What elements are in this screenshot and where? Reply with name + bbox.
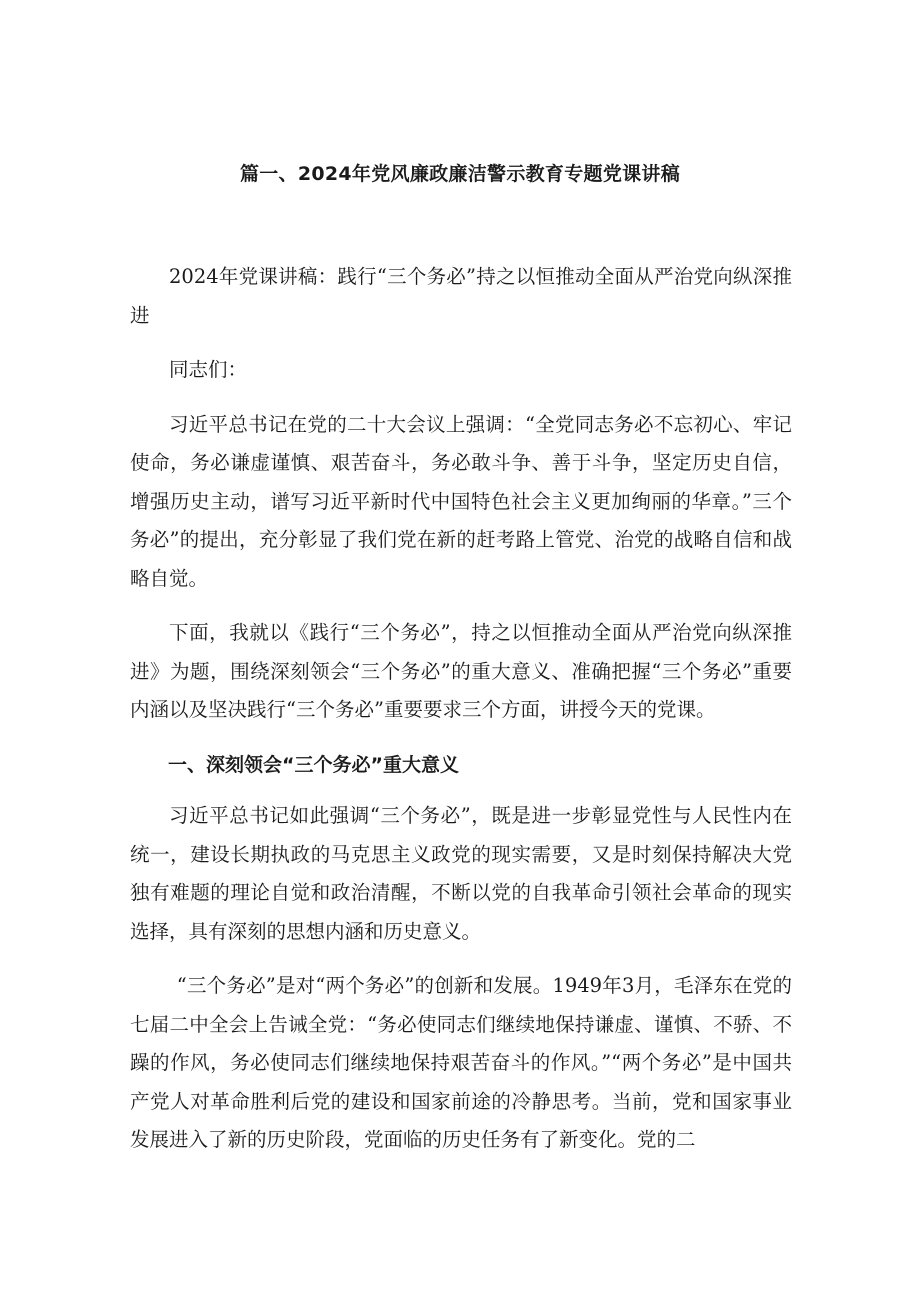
paragraph-overview: 下面，我就以《践行“三个务必”，持之以恒推动全面从严治党向纵深推进》为题，围绕深刻领会“三个务必”的重大意义、准确把握“三个务必”重要内涵以及坚决践行“三个务必”重要要求三个方面，讲授今天的党课。 [130,621,792,721]
section1-paragraph-1: 习近平总书记如此强调“三个务必”，既是进一步彰显党性与人民性内在统一，建设长期执政的马克思主义政党的现实需要，又是时刻保持解决大党独有难题的理论自觉和政治清醒，不断以党的自我革命引领社会革命的现实选择，具有深刻的思想内涵和历史意义。 [130,804,792,943]
salutation: 同志们： [169,358,248,381]
section-heading-1: 一、深刻领会“三个务必”重大意义 [168,753,459,776]
document-body [130,258,792,1176]
lecture-subtitle: 2024年党课讲稿：践行“三个务必”持之以恒推动全面从严治党向纵深推进 [130,265,792,327]
document-title: 篇一、2024年党风廉政廉洁警示教育专题党课讲稿 [239,163,681,185]
paragraph-intro: 习近平总书记在党的二十大会议上强调：“全党同志务必不忘初心、牢记使命，务必谦虚谨慎、艰苦奋斗，务必敢斗争、善于斗争，坚定历史自信，增强历史主动，谱写习近平新时代中国特色社会主义更加绚丽的华章。”三个务必”的提出，充分彰显了我们党在新的赶考路上管党、治党的战略自信和战略自觉。 [130,412,792,590]
section1-paragraph-2: “三个务必”是对“两个务必”的创新和发展。1949年3月，毛泽东在党的七届二中全会上告诫全党：“务必使同志们继续地保持谦虚、谨慎、不骄、不躁的作风，务必使同志们继续地保持艰苦奋斗的作风。”“两个务必”是中国共产党人对革命胜利后党的建设和国家前途的冷静思考。当前，党和国家事业发展进入了新的历史阶段，党面临的历史任务有了新变化。党的二 [130,974,792,1151]
